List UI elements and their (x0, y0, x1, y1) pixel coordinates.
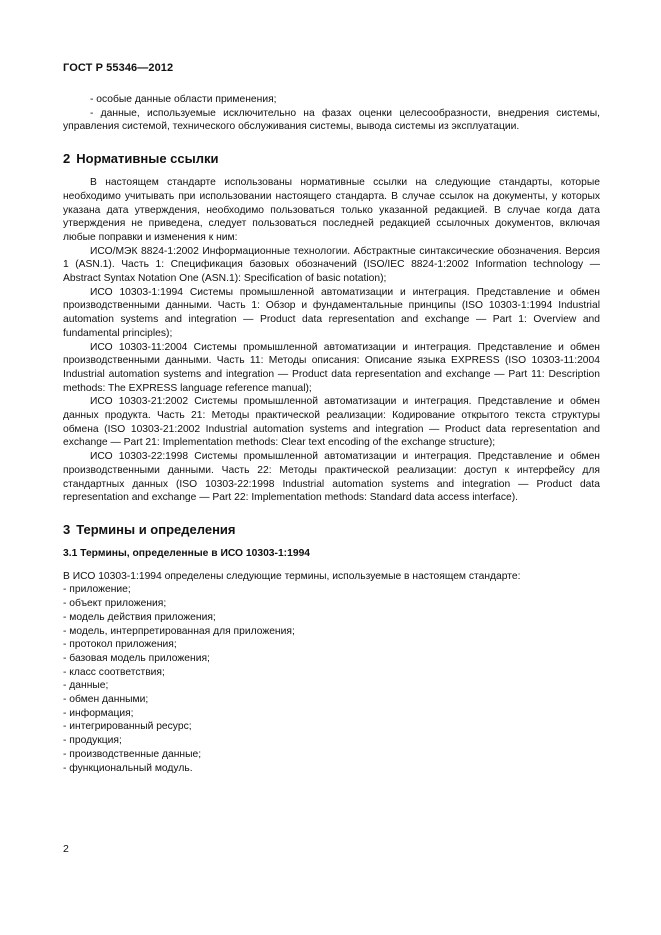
section-heading-normative-references (63, 151, 600, 167)
page-number: 2 (63, 843, 69, 855)
intro-item-phase-data: - данные, используемые исключительно на фазах оценки целесообразности, внедрения системы, управления системой, технического обслуживания системы, вывода системы из эксплуатации. (63, 107, 600, 133)
reference-iso-iec-8824-1: ИСО/МЭК 8824-1:2002 Информационные технологии. Абстрактные синтаксические обозначения. Версия 1 (ASN.1). Часть 1: Спецификация базовых обозначений (ISO/IEC 8824-1:2002 Information technology — Abstract Syntax Notation One (ASN.1): Specification of basic notation); (63, 245, 600, 285)
document-body (63, 93, 600, 775)
subsection-heading-terms-iso-10303-1: 3.1 Термины, определенные в ИСО 10303-1:1994 (63, 547, 311, 559)
list-item: - класс соответствия; (63, 666, 165, 678)
list-item: - информация; (63, 707, 134, 719)
reference-iso-10303-21: ИСО 10303-21:2002 Системы промышленной автоматизации и интеграция. Представление и обмен данных продукта. Часть 21: Методы практической реализации: Кодирование открытого текста структуры обмена (ISO 10303-21:2002 Industrial automation systems and integration — Product data representation and exchange — Part 21: Implementation methods: Clear text encoding of the exchange structure); (63, 396, 600, 449)
list-item: - базовая модель приложения; (63, 652, 210, 664)
section-number: 3 (63, 521, 71, 537)
list-item: - производственные данные; (63, 748, 202, 760)
list-item: - данные; (63, 680, 109, 692)
intro-item-special-data: - особые данные области применения; (90, 94, 277, 105)
paragraph-normative-intro: В настоящем стандарте использованы нормативные ссылки на следующие стандарты, которые необходимо учитывать при использовании настоящего стандарта. В случае ссылок на документы, у которых указана дата утверждения, необходимо пользоваться только указанной редакцией. В случае когда дата утверждения не приведена, следует пользоваться последней редакцией ссылочных документов, включая любые поправки и изменения к ним: (63, 177, 600, 243)
list-item: - продукция; (63, 735, 122, 747)
list-item: - объект приложения; (63, 598, 167, 610)
document-header: ГОСТ Р 55346—2012 (63, 62, 174, 74)
list-item: - функциональный модуль. (63, 762, 193, 774)
terms-intro: В ИСО 10303-1:1994 определены следующие термины, используемые в настоящем стандарте: (63, 570, 521, 582)
list-item: - приложение; (63, 584, 131, 596)
section-title: Термины и определения (76, 521, 236, 537)
list-item: - обмен данными; (63, 694, 149, 706)
reference-iso-10303-1: ИСО 10303-1:1994 Системы промышленной автоматизации и интеграция. Представление и обмен производственными данными. Часть 1: Обзор и фундаментальные принципы (ISO 10303-1:1994 Industrial automation systems and integration — Product data representation and exchange — Part 1: Overview and fundamental principles); (63, 286, 600, 339)
reference-iso-10303-11: ИСО 10303-11:2004 Системы промышленной автоматизации и интеграция. Представление и обмен производственными данными. Часть 11: Методы описания: Описание языка EXPRESS (ISO 10303-11:2004 Industrial automation systems and integration — Product data representation and exchange — Part 11: Description methods: The EXPRESS language reference manual); (63, 341, 600, 394)
reference-iso-10303-22: ИСО 10303-22:1998 Системы промышленной автоматизации и интеграция. Представление и обмен производственными данными. Часть 22: Методы практической реализации: доступ к интерфейсу для стандартных данных (ISO 10303-22:1998 Industrial automation systems and integration — Product data representation and exchange — Part 22: Implementation methods: Standard data access interface). (63, 451, 600, 504)
list-item: - протокол приложения; (63, 639, 177, 651)
list-item: - интегрированный ресурс; (63, 721, 192, 733)
list-item: - модель действия приложения; (63, 611, 216, 623)
terms-list (63, 583, 600, 775)
list-item: - модель, интерпретированная для приложения; (63, 625, 295, 637)
section-heading-terms (63, 522, 600, 538)
section-title: Нормативные ссылки (76, 151, 219, 167)
section-number: 2 (63, 151, 71, 167)
